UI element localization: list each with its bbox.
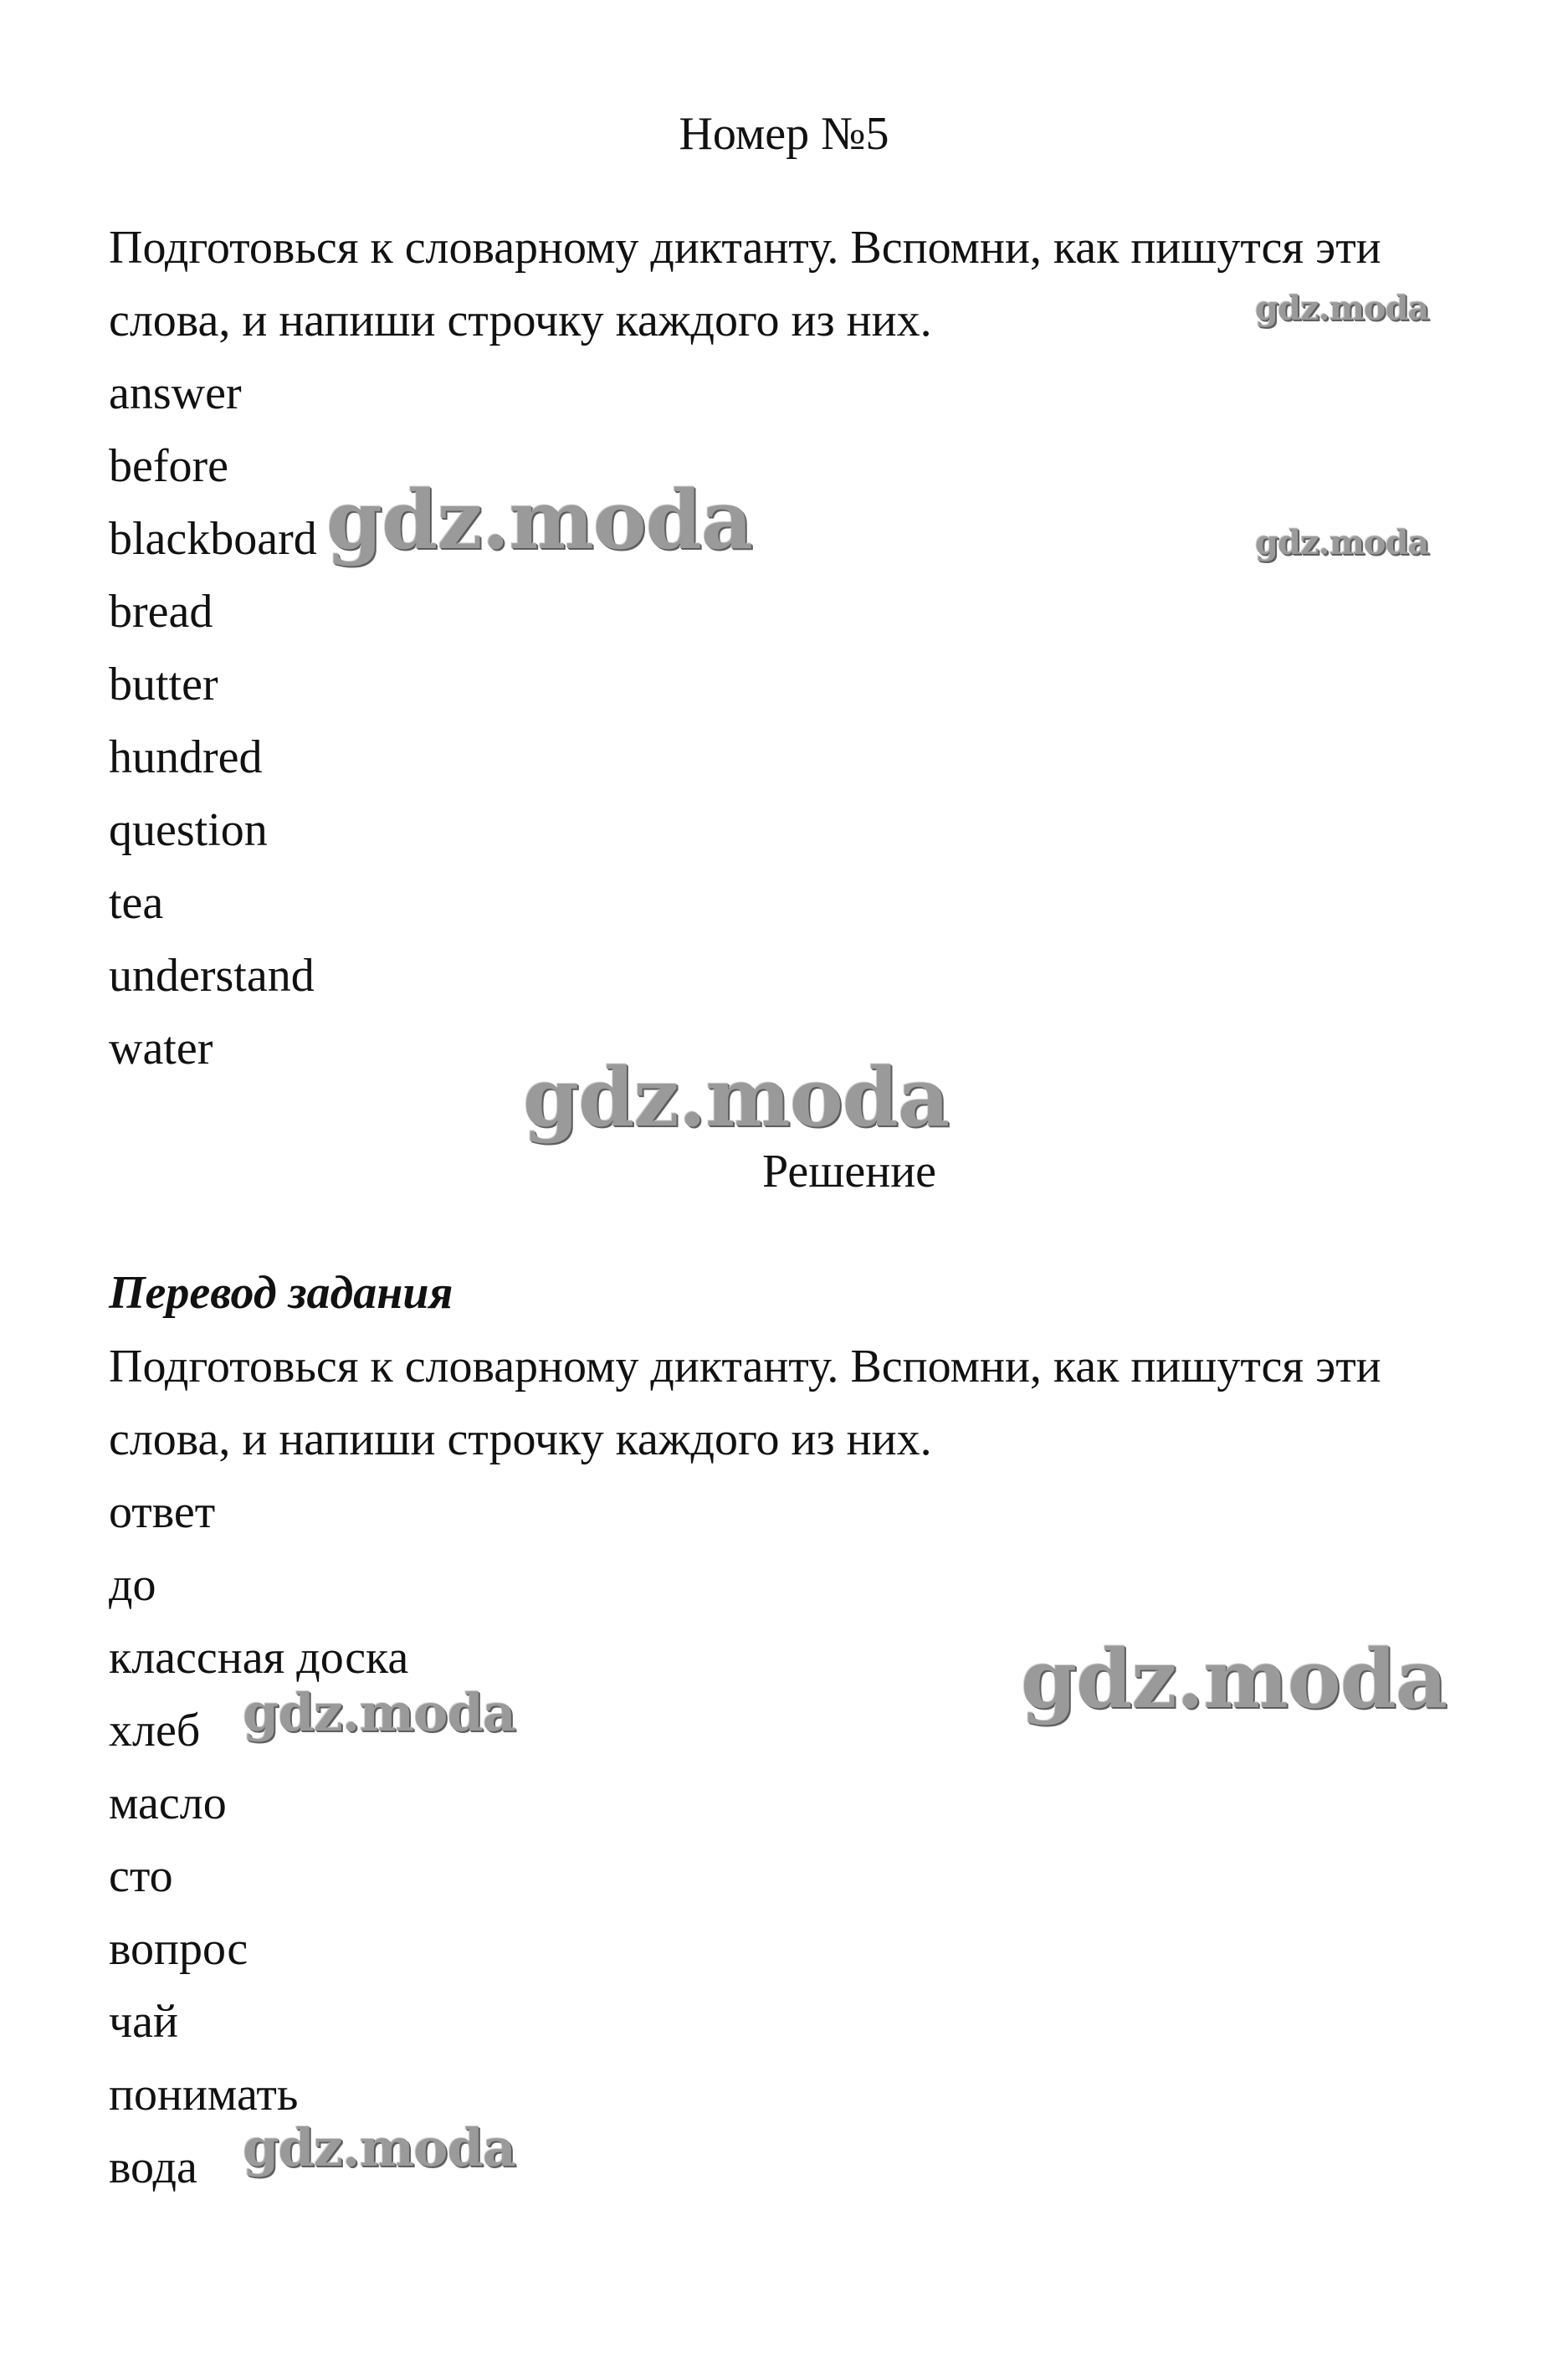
page-title: Номер №5 [679,108,889,160]
watermark: gdz.moda [243,2117,515,2178]
list-item: tea [109,877,164,929]
translation-heading: Перевод задания [109,1267,453,1319]
list-item: before [109,440,229,492]
watermark: gdz.moda [326,473,753,567]
list-item: blackboard [109,513,317,565]
translation-text: Подготовься к словарному диктанту. Вспомни, как пишутся эти слова, и напиши строчку каждого из них. [109,1341,1381,1465]
list-item: water [109,1023,213,1074]
solution-heading: Решение [761,1146,937,1198]
list-item: хлеб [109,1705,201,1757]
english-word-list [109,357,317,1085]
list-item: understand [109,950,315,1002]
list-item: понимать [109,2069,299,2121]
list-item: question [109,804,268,856]
list-item: сто [109,1850,173,1902]
list-item: hundred [109,731,263,783]
list-item: классная доска [109,1632,409,1684]
list-item: до [109,1559,156,1611]
list-item: вода [109,2141,197,2193]
watermark: gdz.moda [1021,1632,1448,1726]
list-item: bread [109,586,213,638]
watermark: gdz.moda [243,1682,515,1743]
watermark: gdz.moda [1255,289,1429,328]
watermark: gdz.moda [1255,523,1429,562]
list-item: масло [109,1777,227,1829]
list-item: answer [109,367,242,419]
watermark: gdz.moda [523,1050,950,1145]
russian-word-list [109,1476,408,2204]
task-text: Подготовься к словарному диктанту. Вспомни, как пишутся эти слова, и напиши строчку каждого из них. [109,222,1381,346]
list-item: butter [109,659,218,710]
list-item: ответ [109,1486,216,1538]
list-item: чай [109,1996,178,2048]
list-item: вопрос [109,1923,249,1975]
